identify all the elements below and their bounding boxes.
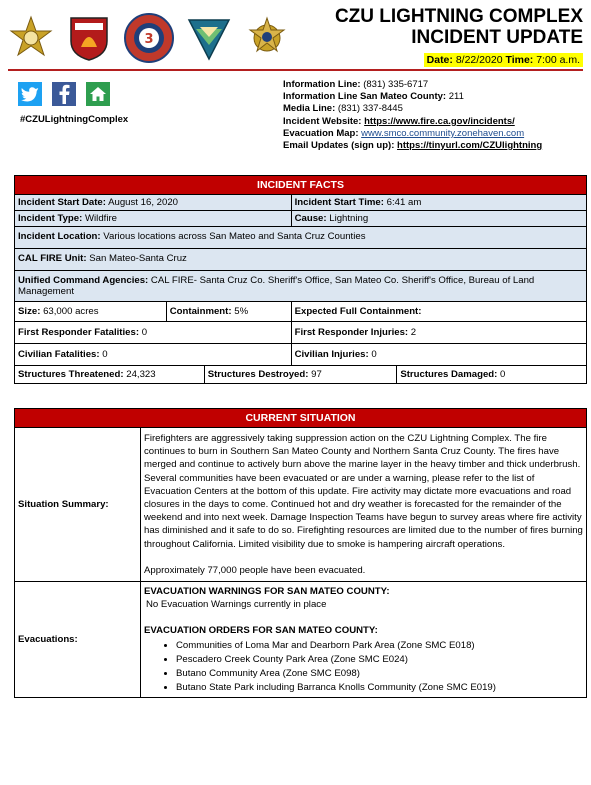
list-item: • Butano State Park including Barranca Knolls Community (Zone SMC E019) [176, 681, 583, 694]
contact-label: Media Line: [283, 103, 336, 115]
structures-damaged-cell: Structures Damaged: 0 [397, 366, 587, 384]
contact-value: 211 [448, 91, 464, 103]
contact-row [283, 79, 542, 91]
cal-fire-unit-cell: CAL FIRE Unit: San Mateo-Santa Cruz [15, 249, 587, 271]
list-item: • Pescadero Creek County Park Area (Zone SMC E024) [176, 653, 583, 666]
facebook-icon[interactable] [52, 82, 76, 106]
situation-summary-label: Situation Summary: [15, 428, 141, 582]
date-time-line [424, 53, 583, 67]
orders-heading: EVACUATION ORDERS FOR SAN MATEO COUNTY: [144, 625, 378, 637]
summary-paragraph: Firefighters are aggressively taking suppression action on the CZU Lightning Complex. The fire continues to burn in Southern San Mateo County and Northern Santa Cruz County. The fires have merged and continue to actively burn above the marine layer in the heavy timber and thick underbrush. Several communities have been evacuated or are under a warning, please refer to the list of Evacuation Centers at the bottom of this update. Fire activity may dictate more evacuations and road closures in the days to come. Continued hot and dry weather is forecasted for the remainder of the weekend and into next week. Damage Inspection Teams have begun to survey areas where fire activity has diminished and it safe to do so. Firefighting resources are limited due to the number of fires burning throughout California. Limited visibility due to smoke is hampering aircraft operations. [144, 433, 583, 550]
warnings-heading: EVACUATION WARNINGS FOR SAN MATEO COUNTY: [144, 586, 390, 598]
agency-logos [8, 8, 290, 68]
location-cell: Incident Location: Various locations across San Mateo and Santa Cruz Counties [15, 227, 587, 249]
list-item: • Communities of Loma Mar and Dearborn Park Area (Zone SMC E018) [176, 639, 583, 652]
contact-row [283, 128, 542, 140]
evacuations-content [141, 582, 587, 698]
sheriff-star-icon [8, 15, 54, 61]
incident-website-link[interactable]: https://www.fire.ca.gov/incidents/ [364, 115, 515, 127]
fr-injuries-cell: First Responder Injuries: 2 [291, 322, 586, 344]
contact-label: Email Updates (sign up): [283, 140, 395, 152]
list-item: • Butano Community Area (Zone SMC E098) [176, 667, 583, 680]
date-label: Date: [426, 54, 453, 66]
blm-logo-icon [186, 15, 232, 61]
contact-label: Evacuation Map: [283, 127, 359, 139]
time-label: Time: [505, 54, 534, 66]
contact-label: Information Line San Mateo County: [283, 91, 447, 103]
svg-text:3: 3 [144, 32, 154, 47]
current-situation-table [14, 408, 587, 698]
contact-row [283, 140, 542, 152]
contact-row [283, 103, 542, 115]
civilian-fatalities-cell: Civilian Fatalities: 0 [15, 344, 292, 366]
cause-cell: Cause: Lightning [291, 211, 586, 227]
document-title [335, 6, 583, 48]
incident-facts-header: INCIDENT FACTS [15, 176, 587, 195]
evacuated-count-text: Approximately 77,000 people have been evacuated. [144, 564, 366, 576]
evacuations-label: Evacuations: [15, 582, 141, 698]
title-line-2: INCIDENT UPDATE [411, 27, 583, 48]
civilian-injuries-cell: Civilian Injuries: 0 [291, 344, 586, 366]
contact-info [283, 79, 542, 152]
time-value: 7:00 a.m. [536, 54, 580, 66]
header-divider [8, 69, 583, 71]
agencies-cell: Unified Command Agencies: CAL FIRE- Santa Cruz Co. Sheriff's Office, San Mateo Co. Sheriff's Office, Bureau of Land Management [15, 271, 587, 302]
contact-label: Information Line: [283, 79, 361, 90]
situation-summary-text [141, 428, 587, 582]
incident-type-cell: Incident Type: Wildfire [15, 211, 292, 227]
contact-row [283, 91, 542, 103]
social-icons [18, 82, 110, 106]
evacuation-map-link[interactable]: www.smco.community.zonehaven.com [361, 127, 525, 139]
twitter-icon[interactable] [18, 82, 42, 106]
cal-oes-logo-icon [124, 13, 174, 63]
sheriff-badge-icon [244, 15, 290, 61]
evacuation-orders-list [144, 639, 583, 694]
containment-cell: Containment: 5% [166, 302, 291, 322]
incident-facts-table [14, 175, 587, 384]
contact-value: (831) 337-8445 [337, 103, 403, 115]
cal-fire-logo-icon [66, 15, 112, 61]
date-value: 8/22/2020 [455, 54, 503, 66]
warnings-text: No Evacuation Warnings currently in place [146, 599, 327, 611]
expected-containment-cell: Expected Full Containment: [291, 302, 586, 322]
structures-destroyed-cell: Structures Destroyed: 97 [204, 366, 397, 384]
email-signup-link[interactable]: https://tinyurl.com/CZUlightning [397, 140, 543, 152]
contact-row [283, 116, 542, 128]
contact-value: (831) 335-6717 [363, 79, 429, 90]
current-situation-header: CURRENT SITUATION [15, 409, 587, 428]
title-line-1: CZU LIGHTNING COMPLEX [334, 6, 583, 27]
home-icon[interactable] [86, 82, 110, 106]
start-date-cell: Incident Start Date: August 16, 2020 [15, 195, 292, 211]
start-time-cell: Incident Start Time: 6:41 am [291, 195, 586, 211]
hashtag: #CZULightningComplex [20, 114, 129, 125]
structures-threatened-cell: Structures Threatened: 24,323 [15, 366, 205, 384]
size-cell: Size: 63,000 acres [15, 302, 167, 322]
contact-label: Incident Website: [283, 115, 362, 127]
fr-fatalities-cell: First Responder Fatalities: 0 [15, 322, 292, 344]
